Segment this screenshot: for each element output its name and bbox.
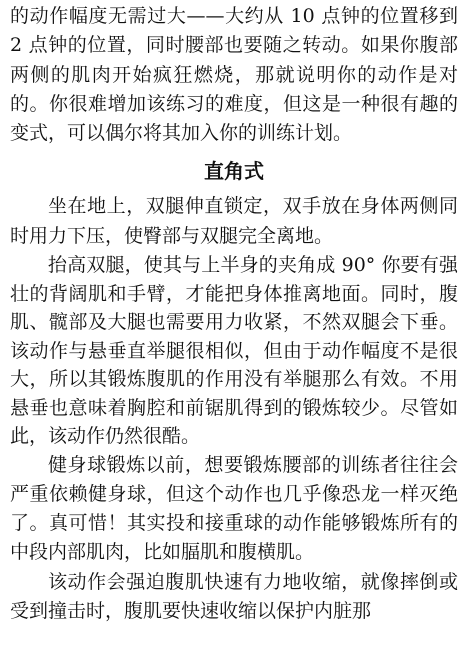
paragraph-medicine-ball: 健身球锻炼以前，想要锻炼腰部的训练者往往会严重依赖健身球，但这个动作也几乎像恐龙一样灭绝了。真可惜！其实投和接重球的动作能够锻炼所有的中段内部肌肉，比如腷肌和腹横肌。 xyxy=(10,453,458,564)
paragraph-raise-legs: 抬高双腿，使其与上半身的夹角成 90° 你要有强壮的背阔肌和手臂，才能把身体推离地面。同时，腹肌、髋部及大腿也需要用力收紧，不然双腿会下垂。该动作与悬垂直举腿很相似，但由于动作幅度不是很大，所以其锻炼腹肌的作用没有举腿那么有效。不用悬垂也意味着胸腔和前锯肌得到的锻炼较少。尽管如此，该动作仍然很酷。 xyxy=(10,254,458,448)
section-heading: 直角式 xyxy=(204,159,264,184)
paragraph-contraction: 该动作会强迫腹肌快速有力地收缩，就像摔倒或受到撞击时，腹肌要快速收缩以保护内脏那 xyxy=(10,570,458,623)
paragraph-setup: 坐在地上，双腿伸直锁定，双手放在身体两侧同时用力下压，使臀部与双腿完全离地。 xyxy=(10,195,458,247)
paragraph-continued: 的动作幅度无需过大——大约从 10 点钟的位置移到 2 点钟的位置，同时腰部也要随之转动。如果你腹部两侧的肌肉开始疯狂燃烧，那就说明你的动作是对的。你很难增加该练习的难度，但这是一种很有趣的变式，可以偶尔将其加入你的训练计划。 xyxy=(10,5,458,145)
